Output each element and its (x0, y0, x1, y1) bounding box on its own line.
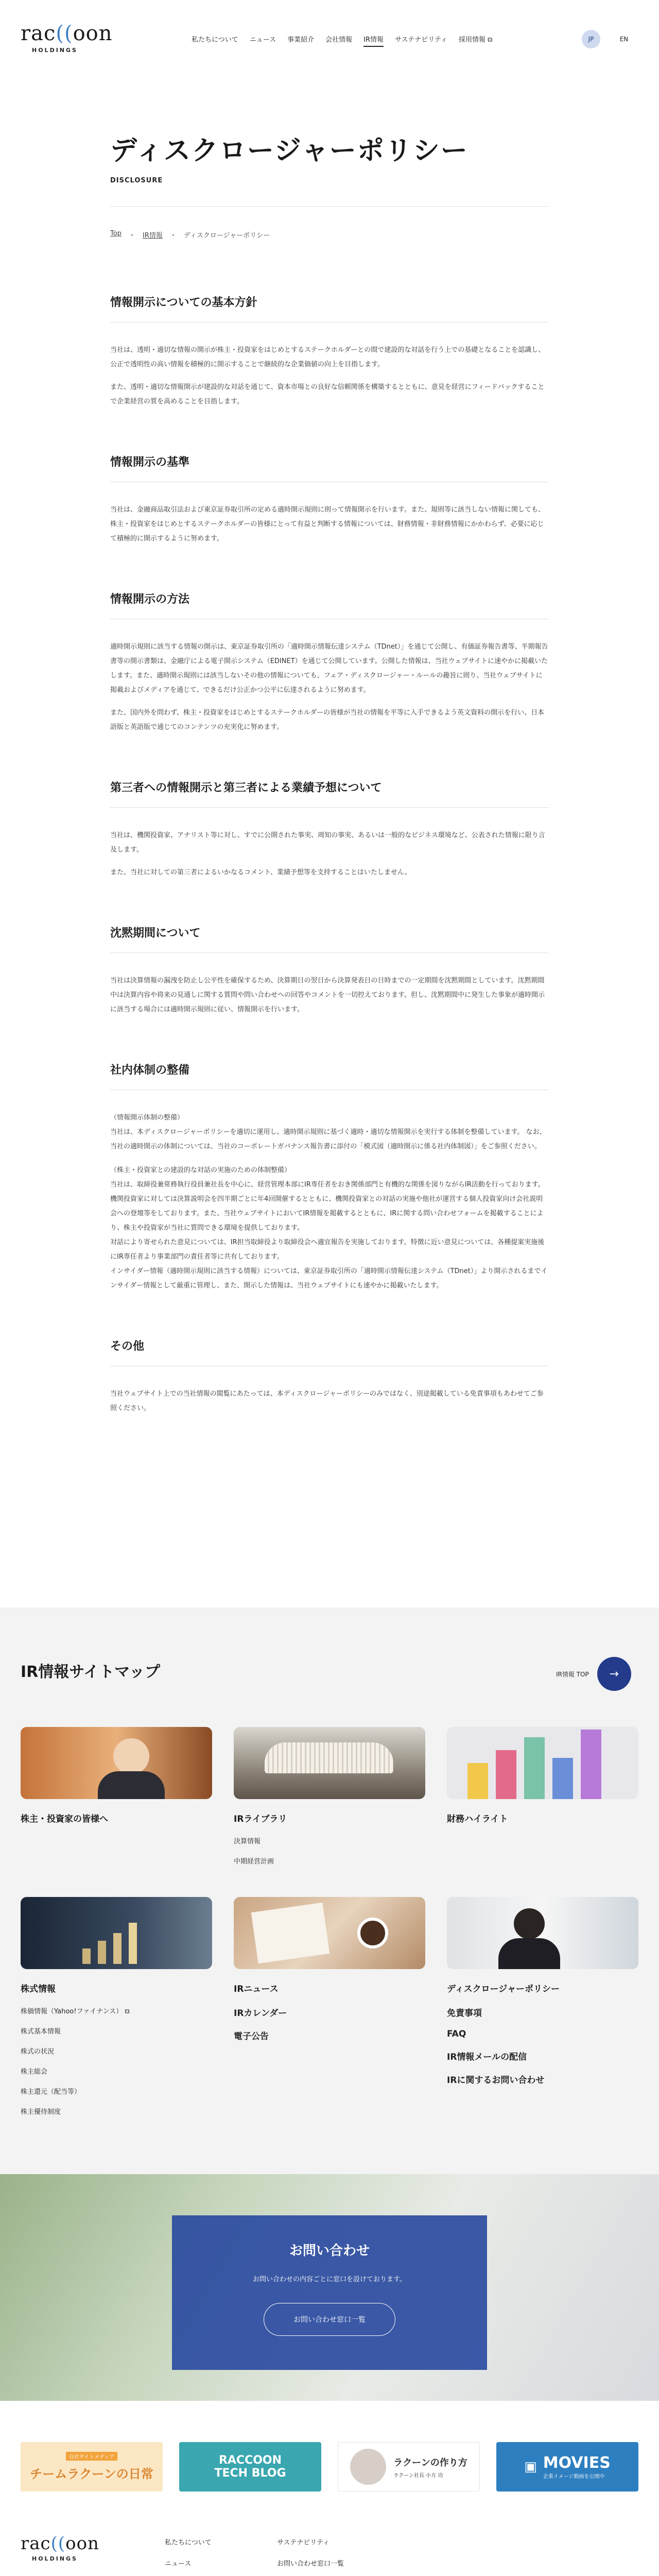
breadcrumb (110, 230, 270, 240)
sitemap-card-financial[interactable] (447, 1727, 638, 1824)
sitemap-card-library[interactable] (234, 1727, 425, 1866)
banner-title: MOVIES (543, 2454, 611, 2472)
card-title: IRニュース (234, 1984, 279, 1994)
page-title: ディスクロージャーポリシー (110, 135, 469, 166)
card-sublink[interactable]: 中期経営計画 (234, 1858, 274, 1866)
footer-link[interactable]: お問い合わせ窓口一覧 (277, 2560, 344, 2568)
nav-item-sustainability[interactable]: サステナビリティ (395, 36, 447, 44)
section-paragraph: （情報開示体制の整備） (110, 1114, 184, 1122)
section-quiet-period (110, 924, 549, 1017)
card-image (447, 1727, 638, 1799)
section-heading: 情報開示についての基本方針 (110, 294, 549, 323)
section-paragraph: インサイダー情報（適時開示規則に該当する情報）については、東京証券取引所の「適時開示情報伝達システム（TDnet）」より開示されるまでインサイダー情報として厳重に管理し、また、開示した情報は、当社ウェブサイトにも速やかに掲載いたします。 (110, 1267, 548, 1290)
banner-title: チームラクーンの日常 (30, 2467, 153, 2481)
lang-en-button[interactable]: EN (619, 36, 629, 43)
contact-box (172, 2215, 487, 2370)
sitemap-title: IR情報サイトマップ (21, 1663, 160, 1681)
nav-item-company[interactable]: 会社情報 (325, 36, 353, 44)
section-other (110, 1337, 549, 1416)
sitemap-card-news[interactable] (234, 1897, 425, 2042)
arrow-right-icon: → (597, 1657, 631, 1691)
card-sublink[interactable]: 電子公告 (234, 2031, 269, 2042)
section-paragraph: 当社は、機関投資家、アナリスト等に対し、すでに公開された事実、周知の事実、あるいは一般的なビジネス環境など、公表された情報に限り言及します。 (110, 832, 545, 854)
card-image (21, 1897, 212, 1969)
breadcrumb-current: ディスクロージャーポリシー (183, 232, 270, 240)
card-sublink[interactable]: 株主還元（配当等） (21, 2088, 81, 2096)
section-paragraph: 適時開示規則に該当する情報の開示は、東京証券取引所の「適時開示情報伝達システム（TDnet）」を通じて公開し、有価証券報告書等、半期報告書等の開示書類は、金融庁による電子開示システム（EDINET）を通じて公開しています。公開した情報は、当社ウェブサイトに速やかに掲載いたします。また、適時開示規則には該当しないその他の情報についても、フェア・ディスクロージャー・ルールの趣旨に則り、当社ウェブサイトに掲載およびメディアを通じて、できるだけ公正かつ公平に伝達されるように努めます。 (110, 643, 548, 694)
card-title: 財務ハイライト (447, 1814, 508, 1824)
banner-row (21, 2442, 638, 2492)
banner-tech-blog[interactable] (179, 2442, 321, 2492)
breadcrumb-separator: ・ (128, 232, 135, 240)
section-paragraph: 当社ウェブサイト上での当社情報の閲覧にあたっては、本ディスクロージャーポリシーのみではなく、別途掲載している免責事項もあわせてご参照ください。 (110, 1390, 544, 1412)
card-title: 株式情報 (21, 1984, 56, 1994)
section-third-party (110, 779, 549, 880)
breadcrumb-ir[interactable]: IR情報 (142, 232, 163, 240)
card-sublink[interactable]: 株式基本情報 (21, 2028, 61, 2036)
divider (110, 206, 549, 207)
footer-logo[interactable] (21, 2535, 99, 2562)
breadcrumb-top[interactable]: Top (110, 230, 122, 238)
site-footer (0, 2524, 659, 2576)
banner-title: RACCOON (218, 2454, 282, 2467)
sitemap-card-stock[interactable] (21, 1897, 212, 2116)
lang-jp-button[interactable]: JP (582, 30, 600, 48)
policy-content (110, 294, 549, 1460)
card-image (21, 1727, 212, 1799)
card-sublink[interactable]: 株主総会 (21, 2068, 48, 2076)
section-paragraph: 当社は、金融商品取引法および東京証券取引所の定める適時開示規則に則って情報開示を行います。また、規則等に該当しない情報に関しても、株主・投資家をはじめとするステークホルダーの皆様にとって有益と判断する情報については、財務情報・非財務情報にかかわらず、必要に応じて積極的に開示するように努めます。 (110, 506, 545, 543)
banner-subtitle: 企業イメージ動画を公開中 (543, 2474, 605, 2480)
logo-wordmark: rac((oon (21, 2533, 99, 2554)
section-paragraph: また、国内外を問わず、株主・投資家をはじめとするステークホルダーの皆様が当社の情報を平等に入手できるよう英文資料の開示を行い、日本語版と英語版で通じてのコンテンツの充実化に努めます。 (110, 709, 545, 731)
banner-team-raccoon[interactable] (21, 2442, 163, 2492)
page-subtitle: DISCLOSURE (110, 177, 163, 184)
footer-link[interactable]: 私たちについて (165, 2539, 212, 2547)
banner-movies[interactable] (496, 2442, 638, 2492)
contact-title: お問い合わせ (289, 2243, 370, 2259)
external-link-icon: ⧉ (488, 36, 493, 44)
section-paragraph: 当社は、透明・適切な情報の開示が株主・投資家をはじめとするステークホルダーとの間で建設的な対話を行う上での基礎となることを認識し、公正で透明性の高い情報を積極的に開示することで継続的な企業価値の向上を目指します。 (110, 346, 545, 368)
logo-subtitle: HOLDINGS (32, 2555, 78, 2562)
ir-sitemap (0, 1607, 659, 2174)
section-paragraph: 当社は決算情報の漏洩を防止し公平性を確保するため、決算期日の翌日から決算発表日の日時までの一定期間を沈黙期間としています。沈黙期間中は決算内容や将来の見通しに関する質問や問い合わせへの回答やコメントを一切控えております。但し、沈黙期間中に発生した事象が適時開示に該当する場合には適時開示規則に従い、情報開示を行います。 (110, 977, 545, 1013)
card-sublink[interactable]: 株主優待制度 (21, 2108, 61, 2116)
section-heading: 情報開示の基準 (110, 453, 549, 482)
section-paragraph: 当社は、本ディスクロージャーポリシーを適切に運用し、適時開示規則に基づく適時・適切な情報開示を実行する体制を整備しています。 なお、当社の適時開示の体制については、当社のコーポレートガバナンス報告書に添付の「模式図（適時開示に係る社内体制図）」をご参照ください。 (110, 1128, 546, 1150)
card-sublink[interactable]: 株式の状況 (21, 2048, 55, 2056)
card-sublink[interactable]: IR情報メールの配信 (447, 2052, 527, 2062)
portrait-image (350, 2449, 386, 2485)
section-heading: 社内体制の整備 (110, 1061, 549, 1090)
section-internal-system (110, 1061, 549, 1293)
external-link-icon: ⧉ (125, 2008, 130, 2015)
section-basic-policy (110, 294, 549, 409)
footer-link[interactable]: ニュース (165, 2560, 192, 2568)
card-sublink[interactable]: IRカレンダー (234, 2008, 287, 2019)
film-icon: ▣ (524, 2459, 537, 2475)
section-heading: その他 (110, 1337, 549, 1366)
nav-item-business[interactable]: 事業紹介 (287, 36, 315, 44)
section-paragraph: （株主・投資家との建設的な対話の実施のための体制整備） (110, 1166, 291, 1174)
logo-wordmark: rac((oon (21, 22, 113, 45)
nav-item-ir[interactable]: IR情報 (363, 34, 384, 47)
footer-col-1 (165, 2537, 212, 2576)
footer-col-2 (277, 2537, 370, 2576)
nav-item-about[interactable]: 私たちについて (192, 36, 238, 44)
ir-top-label: IR情報 TOP (556, 1670, 589, 1678)
card-sublink[interactable]: 免責事項 (447, 2008, 482, 2019)
section-paragraph: また、当社に対しての第三者によるいかなるコメント、業績予想等を支持することはいたしません。 (110, 869, 411, 876)
banner-title: TECH BLOG (214, 2467, 286, 2480)
banner-how-to-make[interactable] (338, 2442, 480, 2492)
section-heading: 第三者への情報開示と第三者による業績予想について (110, 779, 549, 808)
section-heading: 沈黙期間について (110, 924, 549, 953)
card-title: IRライブラリ (234, 1814, 287, 1824)
card-sublink[interactable]: 決算情報 (234, 1838, 261, 1845)
logo-subtitle: HOLDINGS (32, 47, 78, 54)
section-paragraph: 対話により寄せられた意見については、IR担当取締役より取締役会へ適宜報告を実施しております。特徴に近い意見については、各種提案実施後にIR専任者より事業部門の責任者等に共有しております。 (110, 1239, 545, 1261)
nav-item-recruit[interactable]: 採用情報 ⧉ (458, 36, 493, 44)
section-paragraph: 当社は、取締役兼常務執行役員兼社長を中心に、経営管理本部にIR専任者をおき関係部門と有機的な関係を図りながらIR活動を行っております。機関投資家に対しては決算説明会を四半期ごとに年4回開催するとともに、機関投資家との対話の実施や他社が運営する個人投資家向け会社説明会への登壇等をしております。また、当社ウェブサイトにおいてIR情報を掲載するとともに、IRに関する問い合わせフォームを掲載することにより、株主や投資家が当社に質問できる環境を提供しております。 (110, 1181, 545, 1232)
title-block (110, 129, 469, 184)
banner-title: ラクーンの作り方 (393, 2457, 467, 2468)
main-nav (192, 34, 492, 47)
section-disclosure-method (110, 590, 549, 735)
contact-text: お問い合わせの内容ごとに窓口を設けております。 (253, 2276, 406, 2283)
card-title: ディスクロージャーポリシー (447, 1984, 560, 1994)
card-title: 株主・投資家の皆様へ (21, 1814, 108, 1824)
contact-section (0, 2174, 659, 2401)
logo[interactable] (21, 22, 113, 54)
footer-link[interactable]: サステナビリティ (277, 2539, 330, 2547)
contact-list-button[interactable]: お問い合わせ窓口一覧 (264, 2303, 395, 2336)
sitemap-card-shareholders[interactable] (21, 1727, 212, 1824)
ir-top-link[interactable] (556, 1657, 631, 1691)
card-image (234, 1897, 425, 1969)
breadcrumb-separator: ・ (169, 232, 177, 240)
section-paragraph: また、透明・適切な情報開示が建設的な対話を通じて、資本市場との良好な信頼関係を構築するとともに、意見を経営にフィードバックすることで企業経営の質を高めることを目指します。 (110, 383, 545, 405)
section-disclosure-criteria (110, 453, 549, 546)
site-header (0, 0, 659, 77)
sitemap-card-disclosure[interactable] (447, 1897, 638, 2086)
section-heading: 情報開示の方法 (110, 590, 549, 619)
card-image (447, 1897, 638, 1969)
nav-item-news[interactable]: ニュース (249, 36, 276, 44)
card-sublink[interactable]: 株価情報（Yahoo!ファイナンス） ⧉ (21, 2008, 130, 2015)
card-sublink[interactable]: FAQ (447, 2029, 466, 2039)
banner-subtitle: ラクーン社長 小方 功 (393, 2472, 443, 2479)
banner-label: 自社サイトメディア (66, 2452, 117, 2461)
card-sublink[interactable]: IRに関するお問い合わせ (447, 2075, 545, 2086)
card-image (234, 1727, 425, 1799)
